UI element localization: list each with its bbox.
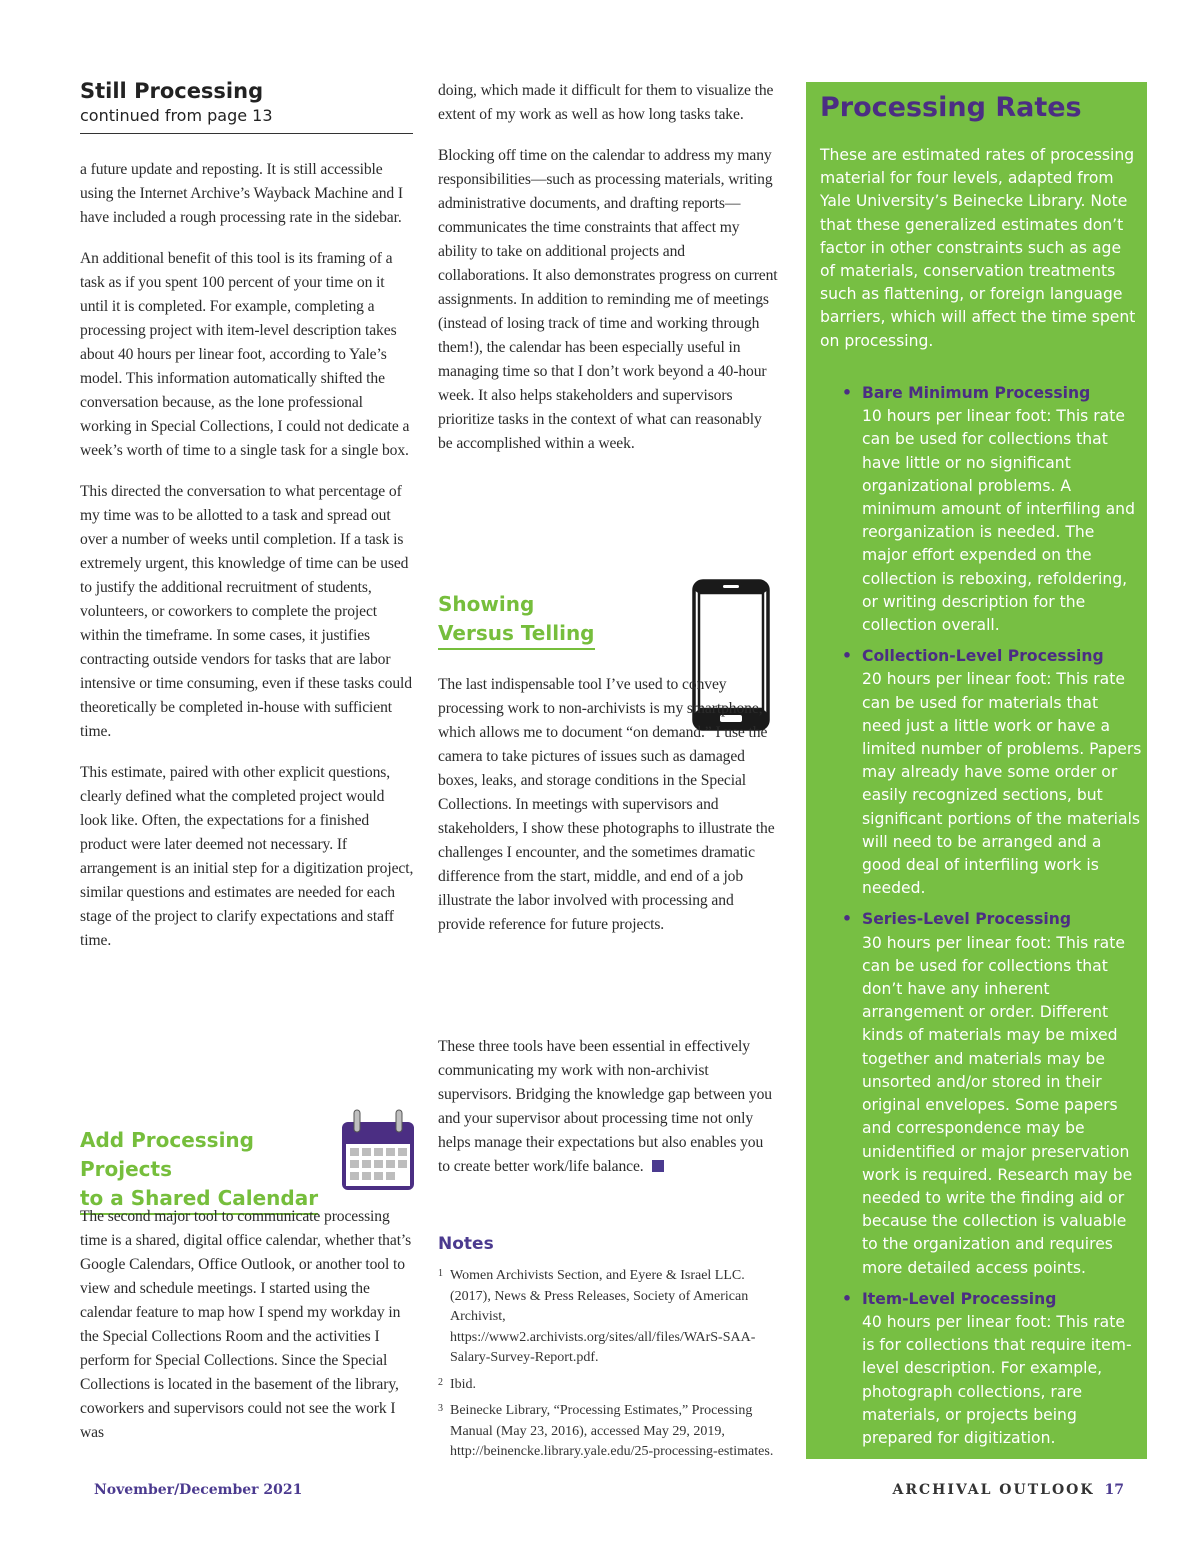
rate-description: 30 hours per linear foot: This rate can be used for collections that don’t have any inherent arrangement or order. Different kinds of materials may be mixed together and materials may be unsorted and/or stored in their original envelopes. Some papers and correspondence may be unidentified or major preservation work is required. Research may be needed to write the finding aid or because the collection is valuable to the organization and requires more detailed access points.: [862, 933, 1133, 1277]
rate-description: 40 hours per linear foot: This rate is for collections that require item-level description. For example, photograph collections, rare materials, or projects being prepared for digitization.: [862, 1312, 1132, 1447]
note: 3 Beinecke Library, “Processing Estimates,” Processing Manual (May 23, 2016), accessed May 29, 2019, http://beinencke.library.yale.edu/25-processing-estimates.: [438, 1403, 774, 1459]
closing-block: [438, 1035, 778, 1179]
rate-name: Bare Minimum Processing: [862, 384, 1091, 402]
bullet-icon: •: [842, 647, 852, 666]
issue-date: November/December 2021: [94, 1482, 303, 1498]
showing-heading-line-1: Showing: [438, 592, 535, 616]
publication-name: ARCHIVAL OUTLOOK: [892, 1482, 1095, 1498]
sidebar-intro: These are estimated rates of processing material for four levels, adapted from Yale University’s Beinecke Library. Note that these generalized estimates don’t factor in other constraints such as age of materials, conservation treatments such as flattening, or foreign language barriers, which will affect the time spent on processing.: [820, 146, 1136, 350]
article-title: Still Processing: [80, 79, 264, 103]
paragraph: doing, which made it difficult for them to visualize the extent of my work as well as how long tasks take.: [438, 82, 774, 123]
paragraph: The last indispensable tool I’ve used to convey processing work to non-archivists is my smartphone, which allows me to document “on demand.” I use the camera to take pictures of issues such as damaged boxes, leaks, and storage conditions in the Special Collections. In meetings with supervisors and stakeholders, I show these photographs to illustrate the challenges I encounter, and the sometimes dramatic difference from the start, middle, and end of a job illustrate the labor involved with processing and provide reference for future projects.: [438, 676, 775, 933]
rate-description: 20 hours per linear foot: This rate can be used for materials that need just a little work or have a limited number of problems. Papers may already have some order or easily recognized sections, but significant portions of the materials will need to be arranged and a good deal of interfiling work is needed.: [862, 670, 1142, 898]
rates-list: [842, 382, 1142, 1458]
closing-paragraph: These three tools have been essential in effectively communicating my work with non-archivist supervisors. Bridging the knowledge gap between you and your supervisor about processing time not only helps manage their expectations but also enables you to create better work/life balance.: [438, 1038, 772, 1175]
publication-footer: [893, 1482, 1124, 1498]
bullet-icon: •: [842, 1289, 852, 1308]
column-1-continued: [80, 1205, 414, 1462]
article-continued: continued from page 13: [80, 106, 273, 125]
calendar-heading-line-1: Add Processing Projects: [80, 1128, 254, 1181]
paragraph: a future update and reposting. It is still accessible using the Internet Archive’s Wayback Machine and I have included a rough processing rate in the sidebar.: [80, 161, 403, 226]
rate-name: Series-Level Processing: [862, 910, 1072, 929]
paragraph: This estimate, paired with other explicit questions, clearly defined what the completed project would look like. Often, the expectations for a finished product were later deemed not necessary. If arrangement is an initial step for a digitization project, similar questions and estimates are needed for each stage of the project to clarify expectations and staff time.: [80, 764, 414, 949]
notes-heading: Notes: [438, 1234, 494, 1254]
paragraph: An additional benefit of this tool is its framing of a task as if you spent 100 percent of your time on it until it is completed. For example, completing a processing project with item-level description takes about 40 hours per linear foot, according to Yale’s model. This information automatically shifted the conversation because, as the lone professional working in Special Collections, I could not dedicate a week’s worth of time to a single task for a single box.: [80, 250, 410, 459]
paragraph: This directed the conversation to what percentage of my time was to be allotted to a task and spread out over a number of weeks until completion. If a task is extremely urgent, this knowledge of time can be used to justify the additional recruitment of students, volunteers, or coworkers to complete the project within the timeframe. In some cases, it justifies contracting outside vendors for tasks that are labor intensive or time consuming, even if these tasks could theoretically be completed in-house with sufficient time.: [80, 483, 412, 740]
column-1: [80, 158, 414, 970]
calendar-heading-line-2: to a Shared Calendar: [80, 1184, 318, 1215]
note: 1 Women Archivists Section, and Eyere & Israel LLC. (2017), News & Press Releases, Society of American Archivist, https://www2.archivists.org/sites/all/files/WArS-SAA-Salary-Survey-Report.pdf.: [438, 1268, 756, 1365]
bullet-icon: •: [842, 910, 852, 929]
calendar-heading: [80, 1126, 340, 1215]
paragraph: Blocking off time on the calendar to address my many responsibilities—such as processing materials, writing administrative documents, and drafting reports—communicates the time constraints that affect my ability to take on additional projects and collaborations. It also demonstrates progress on current assignments. In addition to reminding me of meetings (instead of losing track of time and working through them!), the calendar has been especially useful in managing time so that I don’t work beyond a 40-hour week. It also helps stakeholders and supervisors prioritize tasks in the context of what can reasonably be accomplished within a week.: [438, 147, 778, 452]
showing-heading: [438, 590, 678, 650]
showing-heading-line-2: Versus Telling: [438, 619, 595, 650]
article-heading: [80, 78, 413, 134]
sidebar-title: Processing Rates: [820, 92, 1082, 123]
list-item: [842, 1288, 1142, 1450]
bullet-icon: •: [842, 384, 852, 402]
rate-description: 10 hours per linear foot: This rate can be used for collections that have little or no significant organizational problems. A minimum amount of interfiling and reorganization is needed. The major effort expended on the collection is reboxing, refoldering, or writing description for the collection overall.: [862, 407, 1135, 635]
calendar-icon: [340, 1108, 416, 1192]
column-2: [438, 79, 778, 473]
column-2-continued: [438, 673, 778, 954]
rate-name: Item-Level Processing: [862, 1289, 1057, 1308]
list-item: [842, 382, 1142, 637]
end-mark-icon: [652, 1160, 664, 1172]
rate-name: Collection-Level Processing: [862, 647, 1104, 666]
list-item: [842, 908, 1142, 1279]
list-item: [842, 645, 1142, 900]
processing-rates-sidebar: [806, 82, 1147, 1459]
note: 2 Ibid.: [438, 1376, 477, 1392]
paragraph: The second major tool to communicate processing time is a shared, digital office calendar, whether that’s Google Calendars, Office Outlook, or another tool to view and schedule meetings. I started using the calendar feature to map how I spend my workday in the Special Collections Room and the activities I perform for Special Collections. Since the Special Collections is located in the basement of the library, coworkers and supervisors could not see the work I was: [80, 1208, 412, 1441]
page-number: 17: [1104, 1482, 1124, 1498]
notes-list: [438, 1266, 780, 1469]
